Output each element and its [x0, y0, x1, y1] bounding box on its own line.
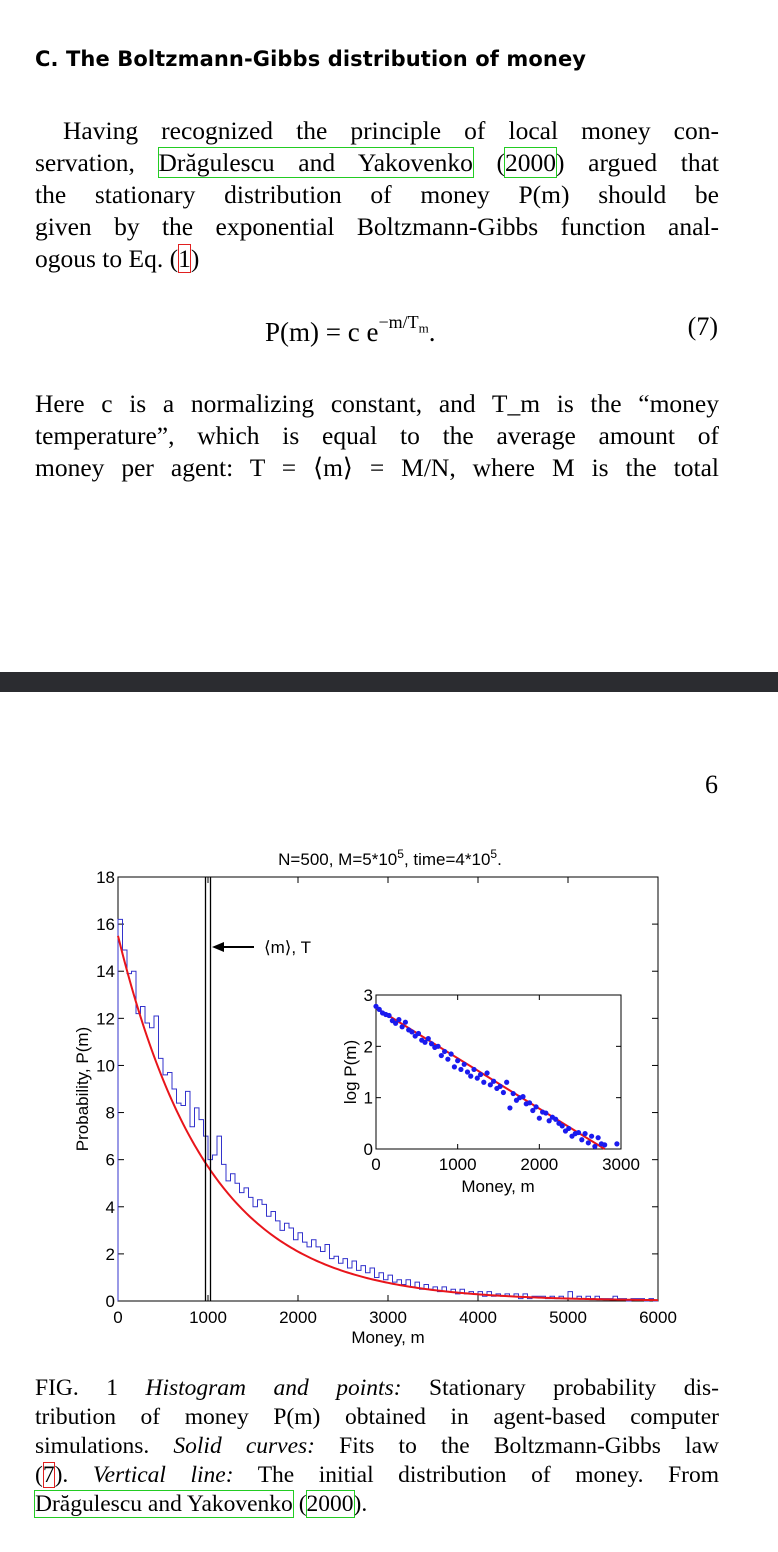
main-xlabel: Money, m: [351, 1328, 425, 1347]
equation-end: .: [428, 317, 436, 347]
section-heading: C. The Boltzmann-Gibbs distribution of money: [35, 47, 587, 71]
inset-data-point: [592, 1144, 597, 1149]
caption-line-3: [35, 1432, 719, 1461]
paragraph-1-line-4: given by the exponential Boltzmann-Gibbs function anal-: [35, 212, 719, 241]
inset-data-point: [465, 1069, 470, 1074]
x-tick-label: 2000: [279, 1308, 317, 1327]
paragraph-2-line-2: temperature”, which is equal to the average amount of: [35, 421, 719, 450]
inset-data-point: [409, 1029, 414, 1034]
text-fragment: Fits to the Boltzmann-Gibbs law: [315, 1433, 719, 1459]
inset-data-point: [386, 1013, 391, 1018]
inset-data-point: [614, 1141, 619, 1146]
inset-data-point: [481, 1080, 486, 1085]
inset-data-point: [504, 1080, 509, 1085]
annotation-arrow: [212, 942, 254, 952]
text-fragment: Stationary probability dis-: [401, 1375, 719, 1401]
inset-data-point: [543, 1110, 548, 1115]
caption-line-5: [35, 1490, 719, 1519]
citation-link-authors[interactable]: Drăgulescu and Yakovenko: [158, 148, 473, 177]
inset-data-point: [435, 1044, 440, 1049]
inset-data-point: [579, 1137, 584, 1142]
inset-x-tick-label: 3000: [602, 1155, 640, 1174]
figure-caption: [35, 1374, 719, 1519]
caption-line-2: tribution of money P(m) obtained in agent-based computer: [35, 1404, 719, 1430]
paragraph-1-line-5: [35, 243, 719, 275]
inset-x-tick-label: 1000: [438, 1155, 477, 1174]
inset-data-point: [426, 1036, 431, 1041]
text-fragment: ogous to Eq. (: [35, 244, 179, 273]
inset-data-point: [560, 1123, 565, 1128]
inset-data-point: [452, 1064, 457, 1069]
x-tick-label: 4000: [459, 1308, 497, 1327]
page-top: [0, 0, 778, 672]
y-tick-label: 6: [105, 1150, 115, 1170]
inset-data-point: [576, 1130, 581, 1135]
inset-data-point: [416, 1031, 421, 1036]
paragraph-2-line-3: money per agent: T = ⟨m⟩ = M/N, where M is the total: [35, 453, 719, 482]
inset-data-point: [582, 1131, 587, 1136]
caption-emphasis: Solid curves:: [173, 1433, 315, 1459]
inset-data-point: [400, 1024, 405, 1029]
text-fragment: (: [472, 148, 505, 177]
inset-xlabel: Money, m: [461, 1177, 535, 1196]
y-tick-label: 8: [105, 1103, 115, 1123]
caption-line-1: [35, 1374, 719, 1403]
inset-plot-frame: [376, 995, 621, 1149]
text-fragment: ).: [54, 1462, 93, 1488]
x-tick-label: 6000: [639, 1308, 677, 1327]
inset-data-point: [533, 1104, 538, 1109]
inset-data-point: [511, 1091, 516, 1096]
inset-x-tick-label: 2000: [520, 1155, 559, 1174]
page-bottom: [0, 692, 778, 1552]
main-ylabel: Probability, P(m): [73, 1026, 92, 1152]
figure-1: [0, 692, 778, 1372]
equation-exponent-sub: m: [418, 320, 429, 336]
text-fragment: ).: [353, 1491, 368, 1517]
equation-exponent: −m/T: [378, 312, 419, 332]
inset-y-tick-label: 2: [363, 1037, 373, 1057]
y-tick-label: 10: [96, 1056, 115, 1076]
equation-7: [265, 312, 435, 348]
y-tick-label: 14: [96, 962, 115, 982]
inset-data-point: [478, 1072, 483, 1077]
equation-ref-link[interactable]: 1: [178, 244, 191, 273]
paragraph-1-line-1: Having recognized the principle of local money con-: [63, 116, 719, 145]
main-chart-title: N=500, $M=5*10^5$, $time=4*10^5$.: [278, 847, 502, 869]
inset-data-point: [586, 1140, 591, 1145]
inset-x-tick-label: 0: [371, 1155, 381, 1174]
text-fragment: (: [35, 1462, 43, 1488]
paragraph-1: [35, 115, 719, 275]
y-tick-label: 16: [96, 915, 115, 935]
text-fragment: servation,: [35, 148, 159, 177]
caption-line-4: [35, 1461, 719, 1490]
paragraph-2: [35, 388, 719, 484]
inset-data-point: [458, 1067, 463, 1072]
text-fragment: simulations.: [35, 1433, 174, 1459]
inset-data-point: [439, 1053, 444, 1058]
initial-distribution-vertical-line: [206, 877, 211, 1301]
x-tick-label: 5000: [549, 1308, 587, 1327]
page-separator: [0, 672, 778, 692]
annotation-label: ⟨m⟩, T: [264, 938, 311, 957]
x-tick-label: 0: [113, 1308, 123, 1327]
inset-data-point: [537, 1116, 542, 1121]
inset-data-point: [507, 1105, 512, 1110]
inset-data-point: [462, 1062, 467, 1067]
caption-citation-link-authors[interactable]: Drăgulescu and Yakovenko: [35, 1491, 293, 1517]
y-tick-label: 12: [96, 1009, 115, 1029]
inset-data-point: [527, 1100, 532, 1105]
inset-data-point: [566, 1126, 571, 1131]
equation-lhs: P(m) = c e: [265, 317, 379, 347]
inset-data-point: [445, 1057, 450, 1062]
inset-data-point: [471, 1067, 476, 1072]
inset-data-point: [553, 1117, 558, 1122]
inset-data-point: [501, 1090, 506, 1095]
inset-data-point: [596, 1135, 601, 1140]
paragraph-2-line-1: Here c is a normalizing constant, and T_m is the “money: [35, 389, 719, 418]
y-tick-label: 0: [105, 1292, 115, 1311]
paragraph-1-line-2: [35, 147, 719, 179]
inset-data-point: [589, 1134, 594, 1139]
text-fragment: FIG. 1: [35, 1375, 146, 1401]
inset-y-tick-label: 1: [363, 1088, 373, 1108]
inset-data-point: [498, 1084, 503, 1089]
caption-emphasis: Histogram and points:: [145, 1375, 402, 1401]
text-fragment: ): [190, 244, 200, 273]
inset-data-point: [403, 1020, 408, 1025]
caption-citation-link-year[interactable]: 2000: [306, 1491, 354, 1517]
x-tick-label: 1000: [189, 1308, 227, 1327]
caption-equation-ref-link[interactable]: 7: [42, 1462, 55, 1488]
inset-data-point: [491, 1079, 496, 1084]
y-tick-label: 4: [105, 1197, 115, 1217]
text-fragment: (: [292, 1491, 307, 1517]
citation-link-year[interactable]: 2000: [505, 148, 556, 177]
inset-data-point: [468, 1074, 473, 1079]
inset-y-tick-label: 3: [363, 986, 373, 1005]
inset-data-point: [602, 1142, 607, 1147]
equation-number: (7): [687, 312, 718, 341]
text-fragment: ) argued that: [556, 148, 719, 177]
inset-data-point: [484, 1070, 489, 1075]
caption-emphasis: Vertical line:: [92, 1462, 234, 1488]
paragraph-1-line-3: the stationary distribution of money P(m) should be: [35, 180, 719, 209]
page-number: 6: [705, 770, 718, 799]
inset-data-point: [449, 1051, 454, 1056]
inset-data-point: [520, 1094, 525, 1099]
inset-data-point: [455, 1058, 460, 1063]
x-tick-label: 3000: [369, 1308, 407, 1327]
inset-data-point: [442, 1049, 447, 1054]
y-tick-label: 18: [96, 868, 115, 887]
inset-ylabel: log P(m): [341, 1039, 360, 1105]
y-tick-label: 2: [105, 1244, 115, 1264]
inset-data-point: [396, 1017, 401, 1022]
inset-y-tick-label: 0: [363, 1140, 373, 1159]
text-fragment: The initial distribution of money. From: [233, 1462, 719, 1488]
arrow-head: [212, 942, 224, 952]
